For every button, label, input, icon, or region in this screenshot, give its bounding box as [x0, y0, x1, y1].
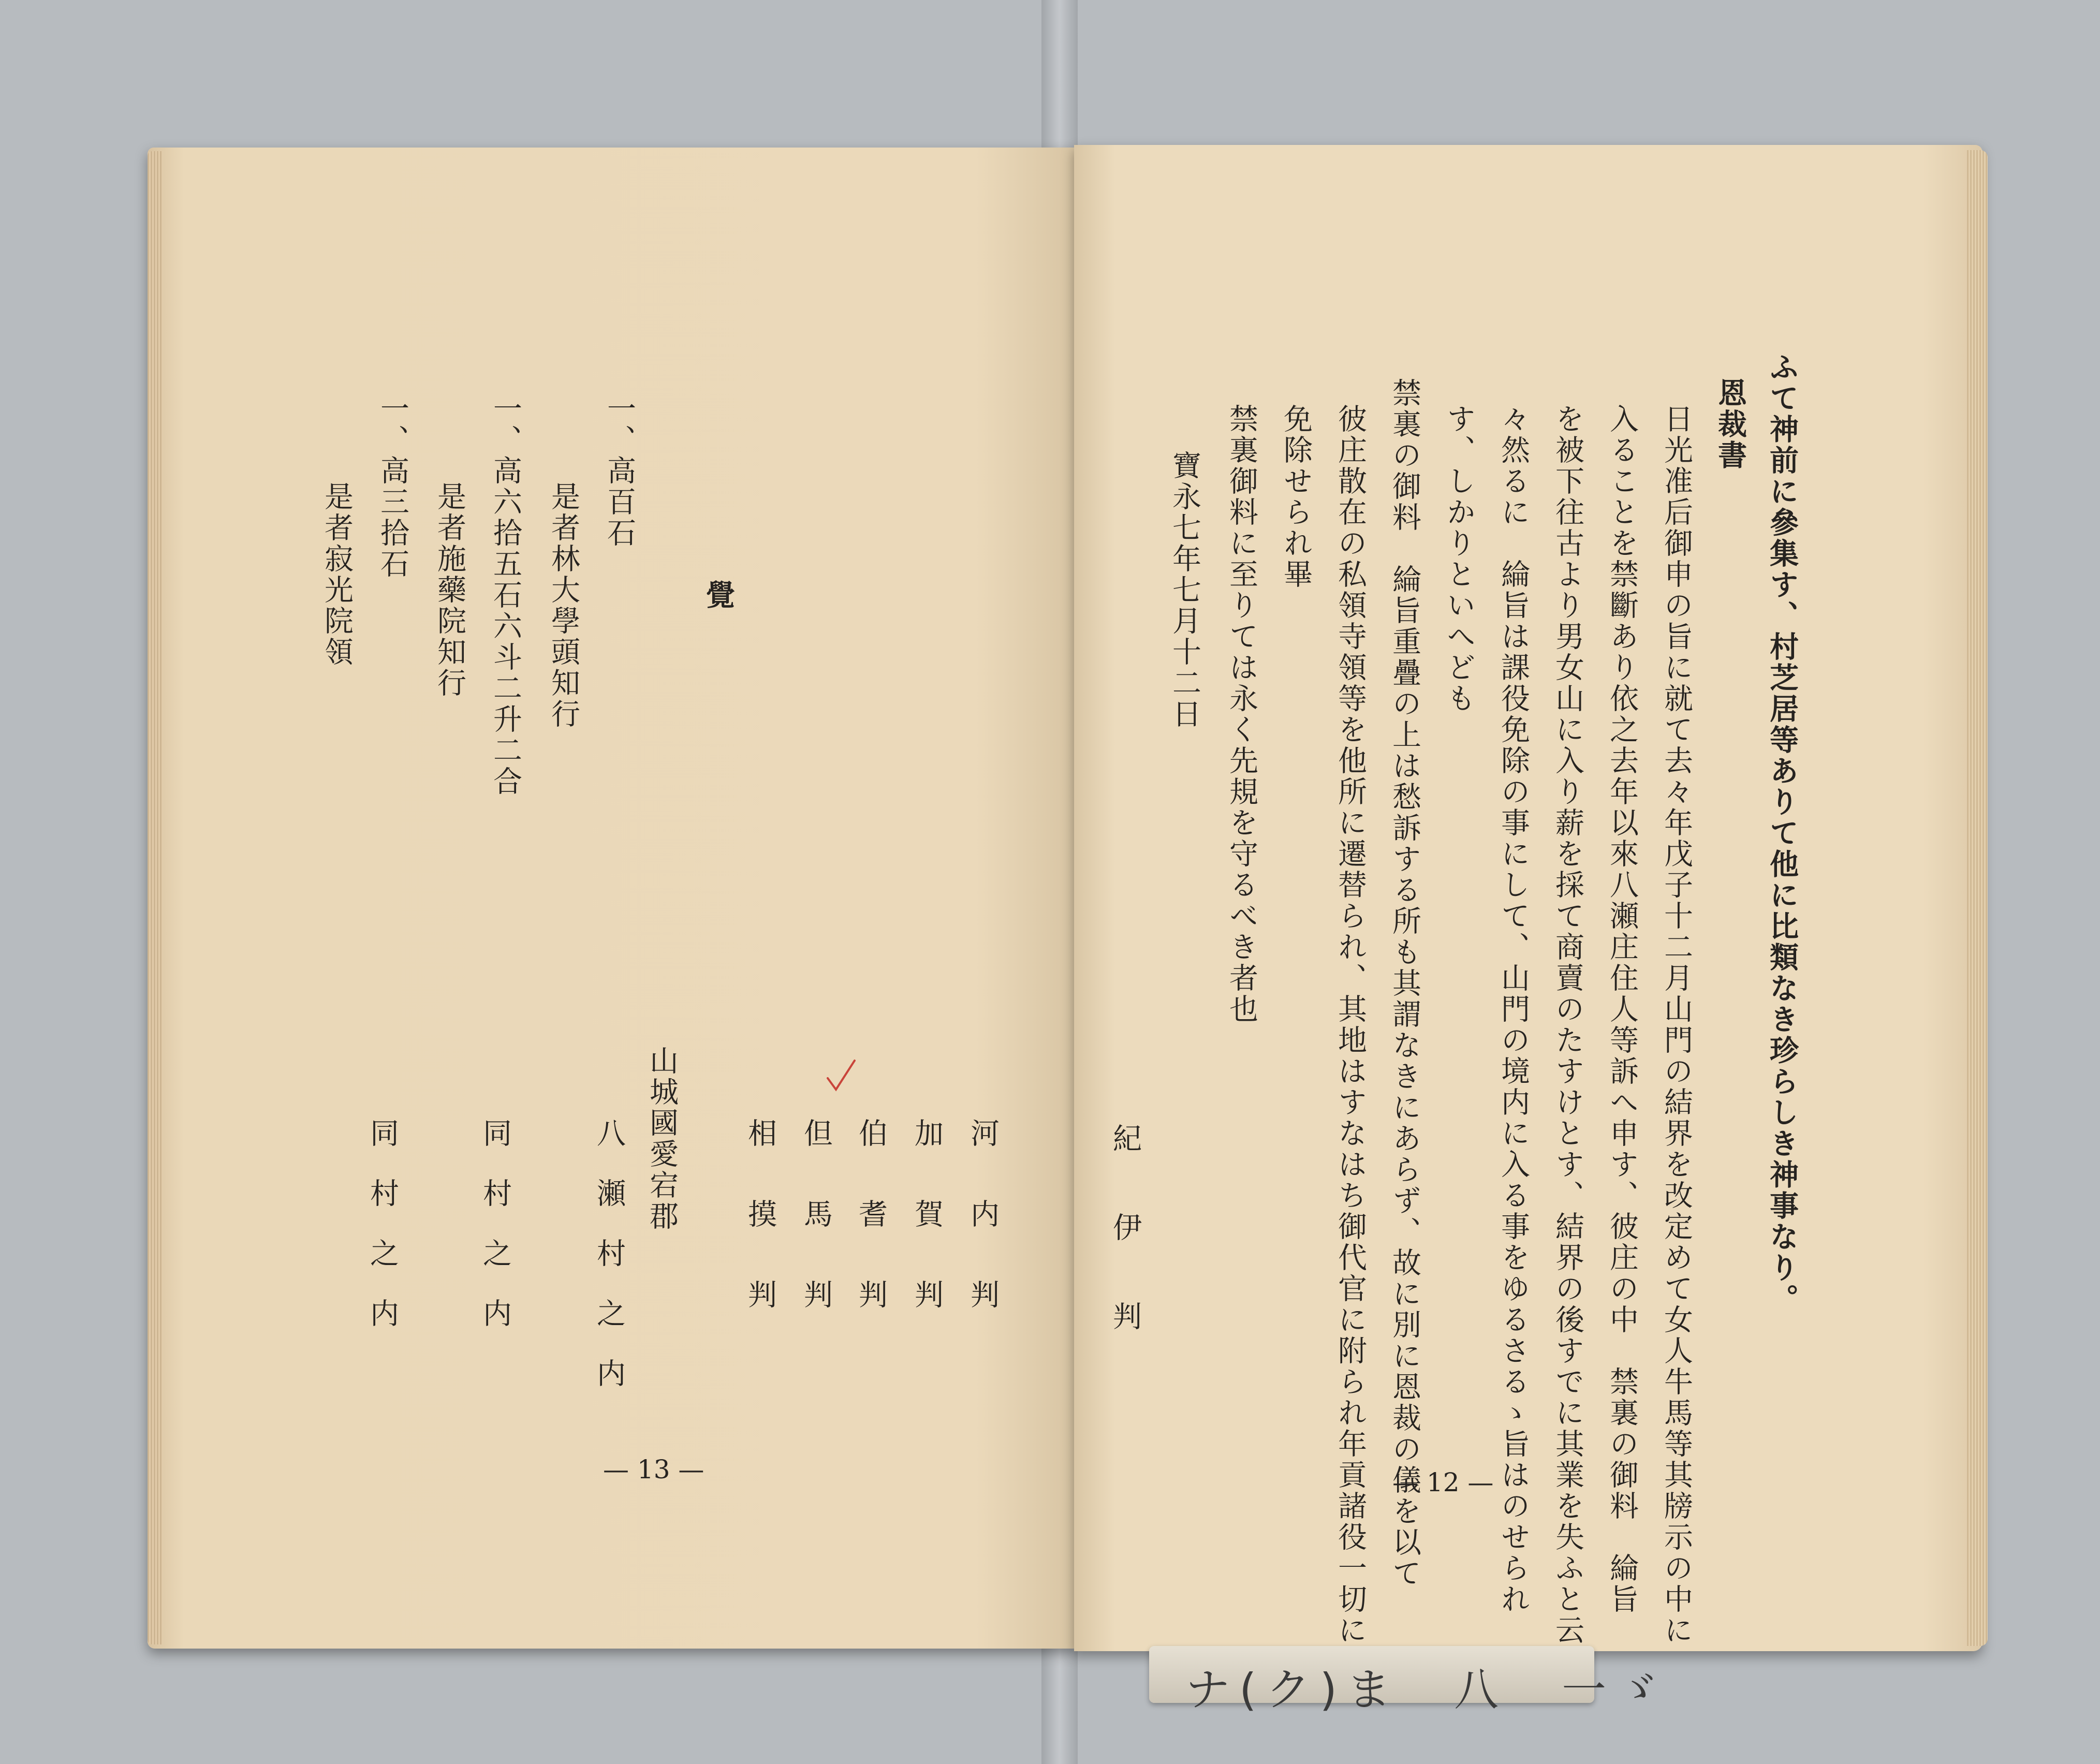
item-note: 是者施藥院知行: [433, 481, 466, 699]
bleed-through: [766, 373, 807, 404]
text-column: を被下往古より男女山に入り薪を採て商賣のたすけとす、結界の後すでに其業を失ふと云: [1551, 404, 1584, 1646]
county-name: 山城國愛宕郡: [645, 1046, 679, 1232]
text-column: 禁裏御料に至りては永く先規を守るべき者也: [1225, 404, 1258, 1025]
item-amount: 一、高六拾五石六斗二升二合: [489, 393, 522, 797]
text-column: 彼庄散在の私領寺領等を他所に遷替られ、其地はすなはち御代官に附られ年貢諸役一切に: [1333, 404, 1367, 1646]
page-number-13: — 13 —: [603, 1454, 704, 1484]
text-column: 々然るに 綸旨は課役免除の事にして、山門の境内に入る事をゆるさるゝ旨はのせられ: [1496, 404, 1530, 1615]
village-name: 同 村 之 内: [365, 1118, 399, 1328]
date-line: 寶永七年七月十二日: [1168, 450, 1201, 730]
page-number-12: — 12 —: [1392, 1467, 1494, 1497]
right-page-edges: [1967, 150, 1988, 1646]
item-note: 是者林大學頭知行: [547, 481, 580, 730]
text-column: す、しかりといへども: [1442, 404, 1476, 714]
village-name: 同 村 之 内: [478, 1118, 512, 1328]
seal-entry: 但 馬 判: [799, 1118, 833, 1320]
text-column: ふて神前に參集す、村芝居等ありて他に比類なき珍らしき神事なり。: [1765, 352, 1799, 1315]
village-name: 八 瀬 村 之 内: [592, 1118, 626, 1388]
text-column: 禁裏の御料 綸旨重疊の上は愁訴する所も其謂なきにあらず、故に別に恩裁の儀を以て: [1388, 378, 1421, 1589]
signer-seal: 紀 伊 判: [1108, 1123, 1142, 1346]
item-note: 是者寂光院領: [320, 481, 354, 668]
item-amount: 一、高三拾石: [376, 393, 409, 580]
red-check-mark: [826, 1059, 857, 1095]
seal-entry: 伯 耆 判: [854, 1118, 888, 1320]
item-amount: 一、高百石: [603, 393, 636, 549]
document-heading: 覺: [701, 580, 736, 611]
seal-entry: 河 内 判: [966, 1118, 1000, 1320]
text-column: 入ることを禁斷あり依之去年以來八瀬庄住人等訴へ申す、彼庄の中 禁裏の御料 綸旨: [1605, 404, 1639, 1615]
seal-entry: 加 賀 判: [910, 1118, 944, 1320]
left-page-edges: [148, 151, 162, 1644]
seal-entry: 相 摸 判: [743, 1118, 777, 1320]
left-page: [148, 148, 1074, 1649]
section-heading: 恩裁書: [1713, 378, 1747, 471]
paper-strip-text: ナ(ク)ま 八 一ゞ: [1185, 1664, 1670, 1716]
text-column: 免除せられ畢: [1279, 404, 1313, 590]
text-column: 日光准后御申の旨に就て去々年戊子十二月山門の結界を改定めて女人牛馬等其牓示の中に: [1660, 404, 1693, 1646]
